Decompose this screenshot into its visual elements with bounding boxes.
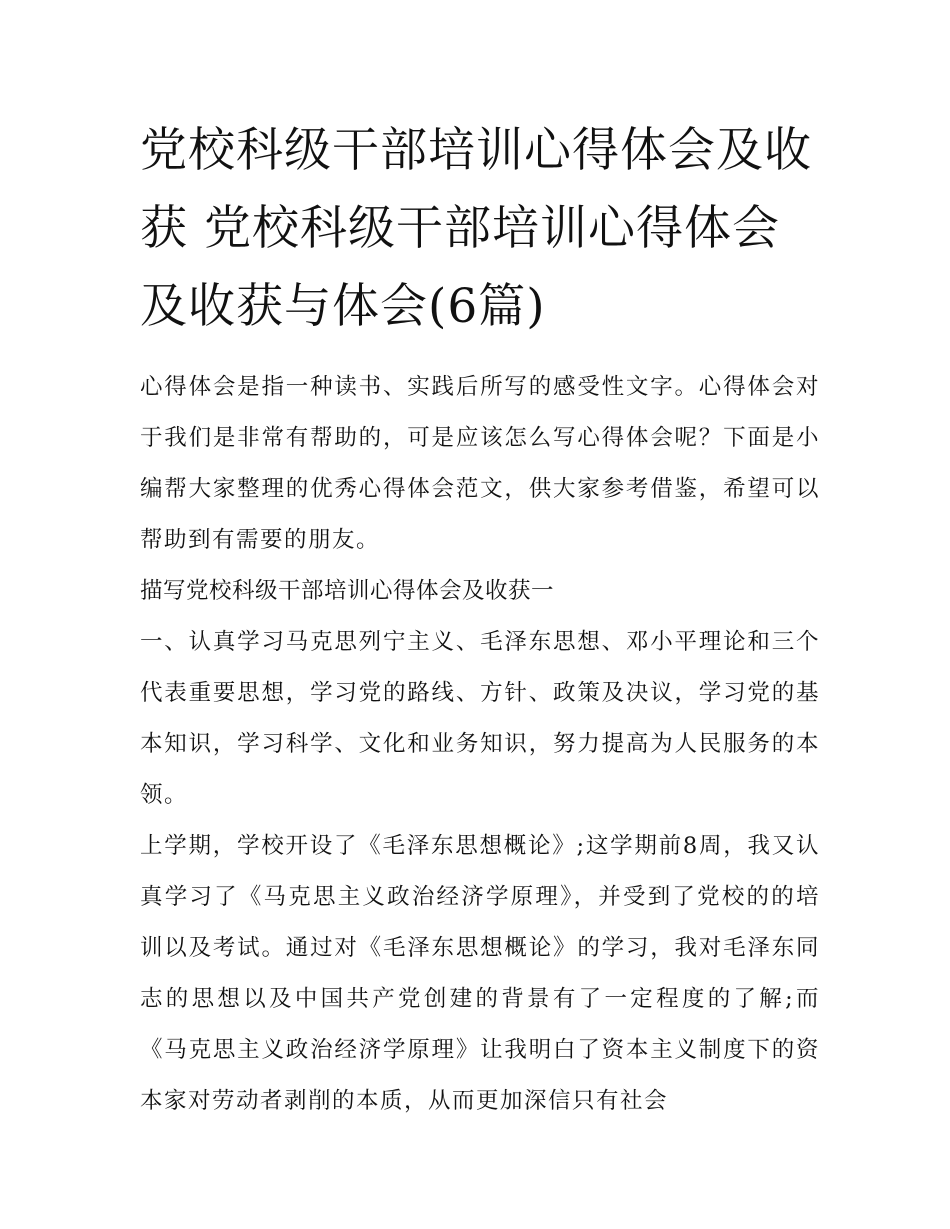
body-paragraph: 上学期，学校开设了《毛泽东思想概论》;这学期前8周，我又认真学习了《马克思主义政治经济学原理》，并受到了党校的的培训以及考试。通过对《毛泽东思想概论》的学习，我对毛泽东同志的思想以及中国共产党创建的背景有了一定程度的了解;而《马克思主义政治经济学原理》让我明白了资本主义制度下的资本家对劳动者剥削的本质，从而更加深信只有社会: [140, 833, 820, 1114]
document-content: [140, 112, 820, 1127]
section-heading: 描写党校科级干部培训心得体会及收获一: [140, 578, 555, 604]
document-body: [140, 362, 820, 1127]
intro-paragraph: 心得体会是指一种读书、实践后所写的感受性文字。心得体会对于我们是非常有帮助的，可是应该怎么写心得体会呢？下面是小编帮大家整理的优秀心得体会范文，供大家参考借鉴，希望可以帮助到有需要的朋友。: [140, 374, 820, 553]
document-title: 党校科级干部培训心得体会及收获 党校科级干部培训心得体会及收获与体会(6篇): [140, 123, 812, 334]
body-paragraph: 一、认真学习马克思列宁主义、毛泽东思想、邓小平理论和三个代表重要思想，学习党的路线、方针、政策及决议，学习党的基本知识，学习科学、文化和业务知识，努力提高为人民服务的本领。: [140, 629, 820, 808]
